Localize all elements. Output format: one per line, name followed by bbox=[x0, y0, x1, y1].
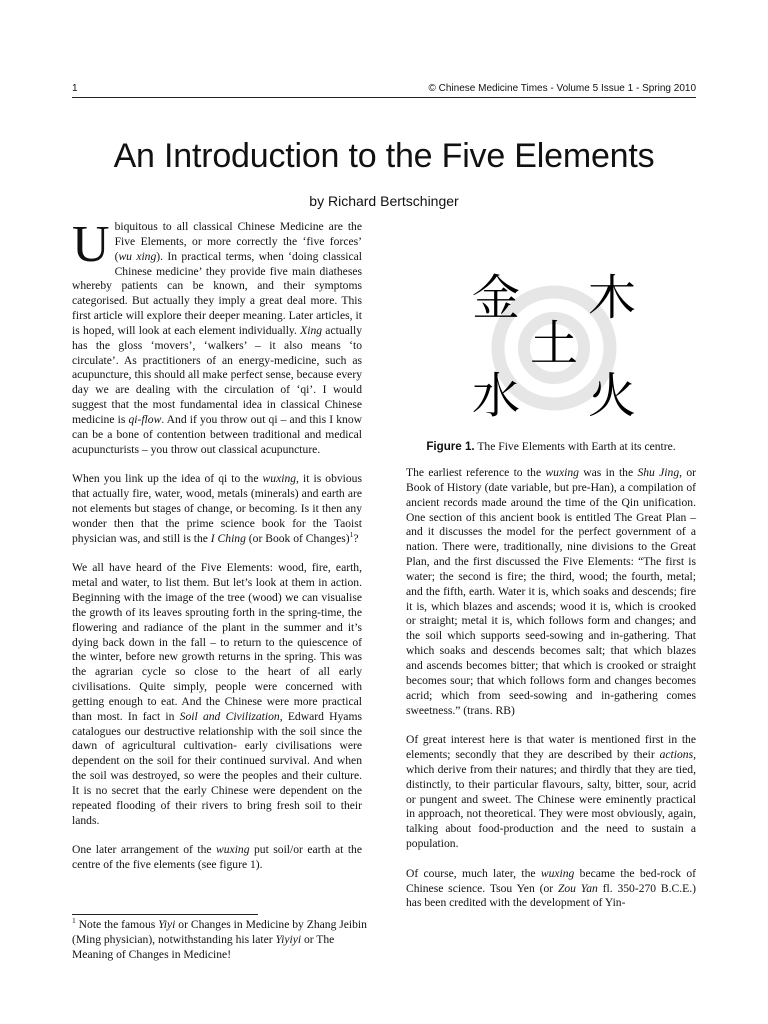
figure-caption bbox=[406, 440, 696, 453]
paragraph-elements-in-action bbox=[72, 561, 362, 828]
italic-term: actions, bbox=[659, 747, 696, 761]
text-run: Of great interest here is that water is mentioned first in the elements; secondly that they are described by their bbox=[406, 733, 696, 761]
text-run: fl. 350-270 B.C.E.) has been credited with the development of Yin- bbox=[406, 881, 697, 910]
text-run: We all have heard of the Five Elements: wood, fire, earth, metal and water, to list them. But let’s look at them in action. Beginning with the image of the tree (wood) we can visualise the growth of its leaves sprouting forth in the spring-time, the flowering and radiance of the plant in the summer and it’s dying back down in the fall – to return to the quiescence of the winter, before new growth returns in the spring. This was the agrarian cycle so close to the heart of all early civilisations. Quite simply, people were concerned with getting enough to eat. And the Chinese were more practical than most. In fact in bbox=[72, 561, 362, 723]
paragraph-intro bbox=[72, 216, 362, 458]
paragraph-water-first bbox=[406, 733, 696, 852]
figure-label: Figure 1. bbox=[426, 440, 475, 453]
earth-character: 土 bbox=[529, 316, 579, 372]
italic-term: wuxing bbox=[540, 866, 575, 880]
footnote-rule bbox=[72, 914, 258, 915]
text-run: or The Meaning of Changes in Medicine! bbox=[72, 932, 335, 961]
italic-term: Zou Yan bbox=[557, 881, 598, 895]
text-run: (or Book of Changes) bbox=[245, 531, 350, 545]
text-run: which derive from their natures; and thirdly that they are tied, distinctly, to their particular flavours, salty, bitter, sour, acrid or pungent and sweet. The Chinese were eminently practical in approach, not theoretical. They were most obviously, again, talking about food-production and the need to sustain a population. bbox=[406, 762, 696, 851]
footnote bbox=[72, 918, 372, 963]
italic-term: Soil and Civilization bbox=[179, 709, 280, 723]
italic-term: Xing bbox=[300, 323, 323, 337]
italic-term: Yiyiyi bbox=[275, 932, 302, 946]
paragraph-arrangement bbox=[72, 843, 362, 873]
text-run: When you link up the idea of qi to the bbox=[72, 472, 263, 486]
running-header: © Chinese Medicine Times - Volume 5 Issue 1 - Spring 2010 bbox=[428, 83, 696, 94]
paragraph-qi-wuxing bbox=[72, 472, 362, 546]
text-run: biquitous to all classical Chinese Medicine are the Five Elements, or more correctly the ‘five forces’ ( bbox=[114, 220, 362, 263]
italic-term: qi-flow bbox=[128, 412, 162, 426]
text-run: ? bbox=[353, 531, 359, 545]
paragraph-bedrock bbox=[406, 867, 696, 912]
five-elements-diagram bbox=[470, 262, 638, 422]
fire-character: 火 bbox=[587, 368, 637, 422]
italic-term: Shu Jing bbox=[637, 466, 680, 479]
paragraph-shu-jing bbox=[406, 466, 696, 718]
right-column bbox=[406, 466, 696, 926]
text-run: One later arrangement of the bbox=[72, 843, 217, 857]
italic-term: I Ching bbox=[210, 531, 246, 545]
text-run: Note the famous bbox=[75, 918, 159, 931]
text-run: The earliest reference to the bbox=[406, 466, 546, 479]
italic-term: wuxing, bbox=[262, 472, 299, 486]
drop-cap: U bbox=[72, 216, 110, 273]
italic-term: wuxing bbox=[216, 843, 250, 857]
text-run: , or Book of History (date variable, but pre-Han), a compilation of ancient records made around the time of the Qin unification. One section of this ancient book is entitled The Great Plan – and it discusses the model for the perfect government of a nation. There were, traditionally, nine divisions to the Great Plan, and the first discussed the Five Elements: “The first is water; the second is fire; the third, wood; the fourth, metal; and the fifth, earth. Water it is, which soaks and descends; fire it is, which blazes and ascends; wood it is, which is crooked or straight; metal it is, which follows form and changes; and the soil which supports seed-sowing and in-gathering. That which soaks and descends becomes salt; that which blazes and ascends becomes bitter; that which is crooked or straight becomes sour; that which follows form and changes becomes acrid; which from seed-sowing and in-gathering comes sweetness.” (trans. RB) bbox=[406, 466, 697, 717]
page-number: 1 bbox=[72, 83, 78, 94]
footnote-ref[interactable]: 1 bbox=[349, 529, 354, 539]
text-run: . And if you throw out qi – and this I know can be a bone of contention between traditional and medical acupuncturists – you throw out classical acupuncture. bbox=[72, 412, 362, 456]
caption-text: The Five Elements with Earth at its centre. bbox=[474, 440, 676, 453]
left-column bbox=[72, 216, 362, 888]
text-run: Of course, much later, the bbox=[406, 866, 541, 880]
water-character: 水 bbox=[471, 368, 521, 422]
text-run: became the bed-rock of Chinese science. Tsou Yen (or bbox=[406, 866, 696, 895]
text-run: or Changes in Medicine by Zhang Jeibin (Ming physician), notwithstanding his later bbox=[72, 918, 367, 946]
article-byline: by Richard Bertschinger bbox=[309, 193, 459, 209]
text-run: was in the bbox=[578, 466, 638, 479]
text-run: put soil/or earth at the centre of the five elements (see figure 1). bbox=[72, 843, 362, 872]
text-run: , Edward Hyams catalogues our destructive relationship with the soil since the dawn of agricultural cultivation- early civilisations were dependent on the soil for their continued survival. And when the soil was destroyed, so were the peoples and their culture. It is no secret that the early Chinese were dependent on the repeated flooding of their rivers to bring fresh soil to their lands. bbox=[72, 709, 362, 827]
article-title: An Introduction to the Five Elements bbox=[113, 137, 655, 175]
wood-character: 木 bbox=[587, 270, 637, 326]
text-run: it is obvious that actually fire, water, wood, metals (minerals) and earth are not elements but stages of change, or becoming. Is it then any wonder then that the prime science book for the Taoist physician was, and still is the bbox=[72, 472, 362, 545]
metal-character: 金 bbox=[471, 270, 521, 326]
text-run: ). In practical terms, when ‘doing classical Chinese medicine’ they provide five main diatheses whereby patients can be known, and their symptoms categorised. But actually they imply a great deal more. This first article will explore their deeper meaning. Later articles, it is hoped, will look at each element individually. bbox=[72, 249, 362, 337]
italic-term: wuxing bbox=[545, 466, 579, 479]
header-rule bbox=[72, 97, 696, 98]
italic-term: wu xing bbox=[118, 249, 157, 263]
five-elements-figure bbox=[470, 262, 638, 422]
text-run: actually has the gloss ‘movers’, ‘walkers’ – it also means ‘to circulate’. As practitioners of an energy-medicine, such as acupuncture, this should all make perfect sense, because every day we are dealing with the circulation of ‘qi’. I would suggest that the most fundamental idea in classical Chinese medicine is bbox=[72, 323, 362, 426]
footnote-mark: 1 bbox=[72, 916, 76, 926]
italic-term: Yiyi bbox=[158, 918, 176, 931]
